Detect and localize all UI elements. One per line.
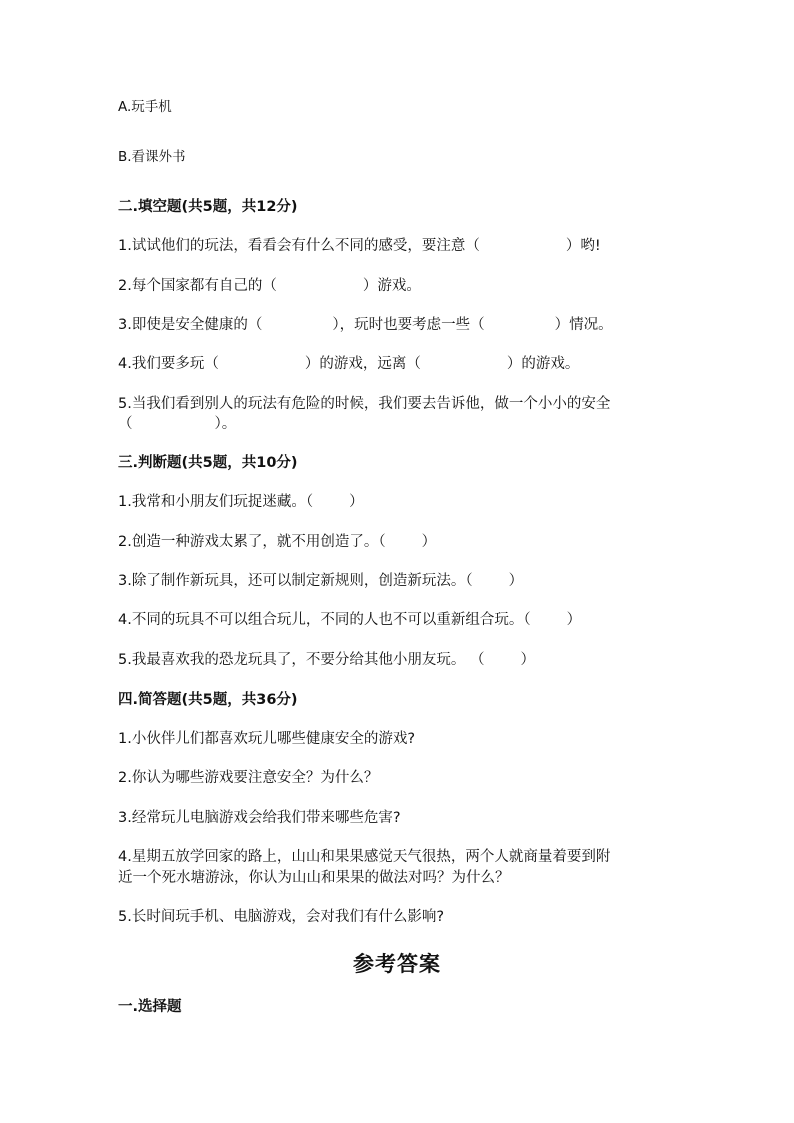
fill-question-1	[118, 236, 601, 256]
judge-q3-end: ）	[508, 573, 524, 589]
section-heading-judge: 三.判断题(共5题，共10分)	[118, 455, 298, 471]
fill-q4-end: ）的游戏。	[506, 356, 580, 372]
judge-question-4	[118, 610, 581, 630]
fill-q3-end: ）情况。	[554, 317, 613, 333]
judge-q2-end: ）	[421, 534, 437, 550]
judge-q1-text: 1.我常和小朋友们玩捉迷藏。（	[118, 494, 314, 510]
judge-q3-text: 3.除了制作新玩具，还可以制定新规则，创造新玩法。（	[118, 573, 473, 589]
judge-question-5	[118, 650, 535, 670]
judge-q2-text: 2.创造一种游戏太累了，就不用创造了。（	[118, 534, 386, 550]
fill-q1-text: 1.试试他们的玩法，看看会有什么不同的感受，要注意（	[118, 238, 480, 254]
fill-q3-mid: ），玩时也要考虑一些（	[332, 317, 485, 333]
short-question-4-line1: 4.星期五放学回家的路上，山山和果果感觉天气很热，两个人就商量着要到附	[118, 849, 611, 865]
option-a: A.玩手机	[118, 99, 172, 115]
fill-q2-text: 2.每个国家都有自己的（	[118, 278, 277, 294]
judge-q4-end: ）	[566, 612, 582, 628]
fill-q3-text: 3.即使是安全健康的（	[118, 317, 263, 333]
fill-question-2	[118, 276, 421, 296]
short-question-5: 5.长时间玩手机、电脑游戏，会对我们有什么影响?	[118, 909, 445, 925]
fill-question-4	[118, 354, 579, 374]
short-question-4-line2: 近一个死水塘游泳，你认为山山和果果的做法对吗？为什么？	[118, 870, 510, 886]
judge-q5-text: 5.我最喜欢我的恐龙玩具了，不要分给其他小朋友玩。 （	[118, 652, 485, 668]
section-heading-short: 四.简答题(共5题，共36分)	[118, 692, 298, 708]
judge-question-2	[118, 532, 436, 552]
judge-question-1	[118, 492, 364, 512]
section-heading-fill: 二.填空题(共5题，共12分)	[118, 199, 298, 215]
judge-question-3	[118, 571, 523, 591]
answer-key-title: 参考答案	[353, 951, 441, 976]
fill-question-5-line1: 5.当我们看到别人的玩法有危险的时候，我们要去告诉他，做一个小小的安全	[118, 396, 611, 412]
judge-q1-end: ）	[349, 494, 364, 510]
option-b: B.看课外书	[118, 149, 186, 165]
fill-question-3	[118, 315, 613, 335]
judge-q4-text: 4.不同的玩具不可以组合玩儿，不同的人也不可以重新组合玩。（	[118, 612, 531, 628]
judge-q5-end: ）	[520, 652, 535, 668]
short-question-1: 1.小伙伴儿们都喜欢玩儿哪些健康安全的游戏?	[118, 731, 416, 747]
fill-q5-open: （	[118, 416, 133, 432]
short-question-3: 3.经常玩儿电脑游戏会给我们带来哪些危害?	[118, 810, 401, 826]
answer-section-heading: 一.选择题	[118, 999, 182, 1015]
fill-q1-end: ）哟!	[565, 238, 601, 254]
fill-question-5-line2	[118, 414, 236, 434]
fill-q2-end: ）游戏。	[362, 278, 421, 294]
fill-q5-end: ）。	[214, 416, 237, 432]
short-question-2: 2.你认为哪些游戏要注意安全？为什么？	[118, 770, 379, 786]
fill-q4-text: 4.我们要多玩（	[118, 356, 219, 372]
fill-q4-mid: ）的游戏，远离（	[304, 356, 421, 372]
